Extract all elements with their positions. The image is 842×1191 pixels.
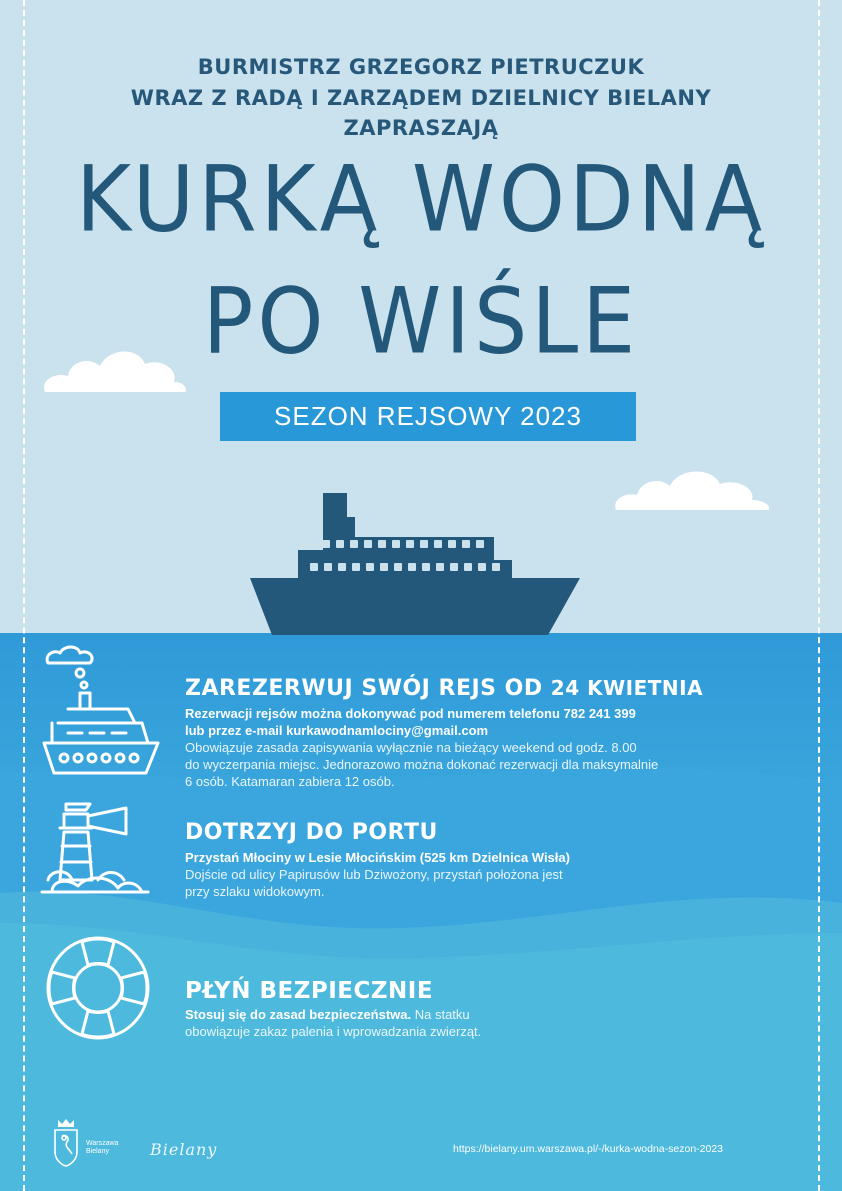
warszawa-logo-line-2: Bielany [86,1148,109,1155]
life-ring-icon [38,928,158,1048]
reserve-email-text: lub przez e-mail kurkawodnamlociny@gmail.com [185,723,489,738]
reserve-rule-line-1: Obowiązuje zasada zapisywania wyłącznie na bieżący weekend od godz. 8.00 [185,740,637,755]
safety-bold-text: Stosuj się do zasad bezpieczeństwa. [185,1007,412,1022]
safety-text-1: Na statku [411,1007,470,1022]
reserve-rule-line-3: 6 osób. Katamaran zabiera 12 osób. [185,774,395,789]
cloud-left-icon [40,340,190,395]
section-reserve-title-text: ZAREZERWUJ SWÓJ REJS OD [185,676,543,701]
section-reserve-body [185,705,795,790]
section-reserve-title [185,676,703,701]
bielany-script-logo: Bielany [150,1140,218,1159]
section-safety-title: PŁYŃ BEZPIECZNIE [185,978,434,1004]
lighthouse-icon [38,800,153,900]
ship-silhouette-icon [250,490,580,635]
safety-line-2: obowiązuje zakaz palenia i wprowadzania zwierząt. [185,1024,482,1039]
port-location-text: Przystań Młociny w Lesie Młocińskim (525 km Dzielnica Wisła) [185,850,570,865]
reserve-phone-text: Rezerwacji rejsów można dokonywać pod numerem telefonu 782 241 399 [185,706,636,721]
reserve-rule-line-2: do wyczerpania miejsc. Jednorazowo można dokonać rezerwacji dla maksymalnie [185,757,659,772]
section-safety-body [185,1006,795,1040]
warszawa-crest-icon [52,1118,80,1168]
warszawa-logo-text [86,1140,118,1156]
season-badge: SEZON REJSOWY 2023 [220,392,636,441]
port-access-line-2: przy szlaku widokowym. [185,884,325,899]
header-line-2: WRAZ Z RADĄ I ZARZĄDEM DZIELNICY BIELANY [130,86,712,110]
safety-line-1 [185,1006,795,1023]
main-title-line-1: KURKĄ WODNĄ [75,146,767,252]
warszawa-logo-line-1: Warszawa [86,1140,119,1147]
header-line-1: BURMISTRZ GRZEGORZ PIETRUCZUK [197,55,645,79]
header-line-3: ZAPRASZAJĄ [343,116,499,140]
section-port-body [185,849,795,900]
section-port-title: DOTRZYJ DO PORTU [185,820,438,845]
cloud-right-icon [612,462,774,512]
section-reserve-date: 24 KWIETNIA [550,676,704,700]
footer-url[interactable]: https://bielany.um.warszawa.pl/-/kurka-wodna-sezon-2023 [453,1143,724,1155]
port-access-line-1: Dojście od ulicy Papirusów lub Dziwożony, przystań położona jest [185,867,563,882]
main-title-line-2: PO WIŚLE [202,268,640,374]
ship-outline-icon [38,645,163,780]
